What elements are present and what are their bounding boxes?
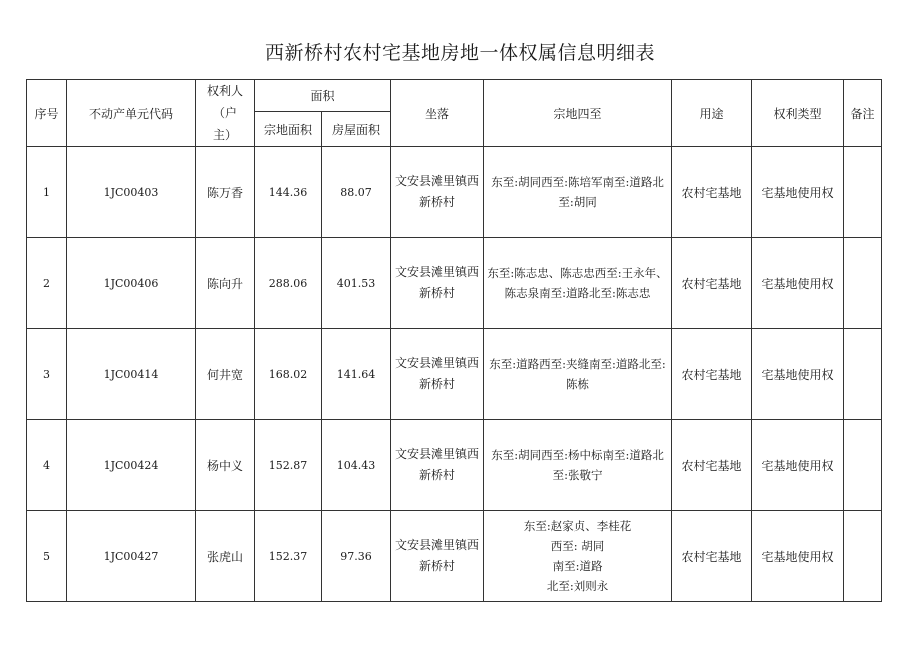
cell-land-area: 288.06 [255,238,322,329]
document-title: 西新桥村农村宅基地房地一体权属信息明细表 [264,42,655,64]
cell-owner: 杨中义 [196,420,255,511]
cell-remark [844,329,882,420]
cell-seq: 2 [27,238,67,329]
boundary-line: 东至:胡同西至:杨中标南至:道路北至:张敬宁 [491,448,664,482]
header-house-area: 房屋面积 [322,112,391,147]
cell-location: 文安县滩里镇西新桥村 [391,511,484,602]
header-land-area: 宗地面积 [255,112,322,147]
cell-seq: 4 [27,420,67,511]
cell-location: 文安县滩里镇西新桥村 [391,238,484,329]
cell-code: 1JC00406 [67,238,196,329]
cell-house-area: 97.36 [322,511,391,602]
rights-table [26,79,882,602]
boundary-line: 东至:道路西至:夹缝南至:道路北至:陈栋 [489,357,666,391]
table-row [27,511,882,602]
cell-land-area: 152.37 [255,511,322,602]
cell-land-area: 168.02 [255,329,322,420]
cell-boundary [484,329,672,420]
cell-remark [844,147,882,238]
cell-code: 1JC00427 [67,511,196,602]
header-boundary: 宗地四至 [484,80,672,147]
cell-land-area: 144.36 [255,147,322,238]
cell-owner: 陈万香 [196,147,255,238]
cell-boundary [484,147,672,238]
header-code: 不动产单元代码 [67,80,196,147]
header-owner-line1: 权利人 [206,84,243,98]
table-row [27,238,882,329]
table-row [27,420,882,511]
cell-location: 文安县滩里镇西新桥村 [391,420,484,511]
boundary-line: 东至:赵家贞、李桂花 [523,519,632,533]
cell-land-area: 152.87 [255,420,322,511]
table-body [27,147,882,602]
cell-house-area: 104.43 [322,420,391,511]
cell-boundary [484,511,672,602]
header-owner-line2: （户 [212,106,237,120]
cell-location: 文安县滩里镇西新桥村 [391,147,484,238]
cell-usage: 农村宅基地 [672,329,752,420]
header-area: 面积 [255,80,391,112]
cell-owner: 陈向升 [196,238,255,329]
table-row [27,147,882,238]
header-owner-line3: 主） [212,128,237,142]
cell-owner: 何井宽 [196,329,255,420]
cell-owner: 张虎山 [196,511,255,602]
cell-house-area: 88.07 [322,147,391,238]
cell-remark [844,420,882,511]
boundary-line: 东至:陈志忠、陈志忠西至:王永年、陈志泉南至:道路北至:陈志忠 [487,266,668,300]
cell-seq: 3 [27,329,67,420]
header-right-type: 权利类型 [752,80,844,147]
header-location: 坐落 [391,80,484,147]
cell-right-type: 宅基地使用权 [752,238,844,329]
cell-boundary [484,420,672,511]
header-usage: 用途 [672,80,752,147]
cell-house-area: 401.53 [322,238,391,329]
table-header [27,80,882,147]
cell-right-type: 宅基地使用权 [752,511,844,602]
header-remark: 备注 [844,80,882,147]
cell-seq: 5 [27,511,67,602]
table-row [27,329,882,420]
cell-usage: 农村宅基地 [672,420,752,511]
cell-remark [844,238,882,329]
boundary-line: 西至: 胡同 [550,539,605,553]
cell-usage: 农村宅基地 [672,147,752,238]
cell-boundary [484,238,672,329]
cell-code: 1JC00403 [67,147,196,238]
cell-usage: 农村宅基地 [672,238,752,329]
cell-right-type: 宅基地使用权 [752,147,844,238]
boundary-line: 东至:胡同西至:陈培军南至:道路北至:胡同 [491,175,664,209]
cell-location: 文安县滩里镇西新桥村 [391,329,484,420]
cell-house-area: 141.64 [322,329,391,420]
boundary-line: 南至:道路 [552,559,603,573]
cell-code: 1JC00414 [67,329,196,420]
cell-remark [844,511,882,602]
cell-code: 1JC00424 [67,420,196,511]
header-owner [196,80,255,147]
boundary-line: 北至:刘则永 [546,579,609,593]
cell-right-type: 宅基地使用权 [752,420,844,511]
header-seq: 序号 [27,80,67,147]
cell-usage: 农村宅基地 [672,511,752,602]
cell-right-type: 宅基地使用权 [752,329,844,420]
cell-seq: 1 [27,147,67,238]
